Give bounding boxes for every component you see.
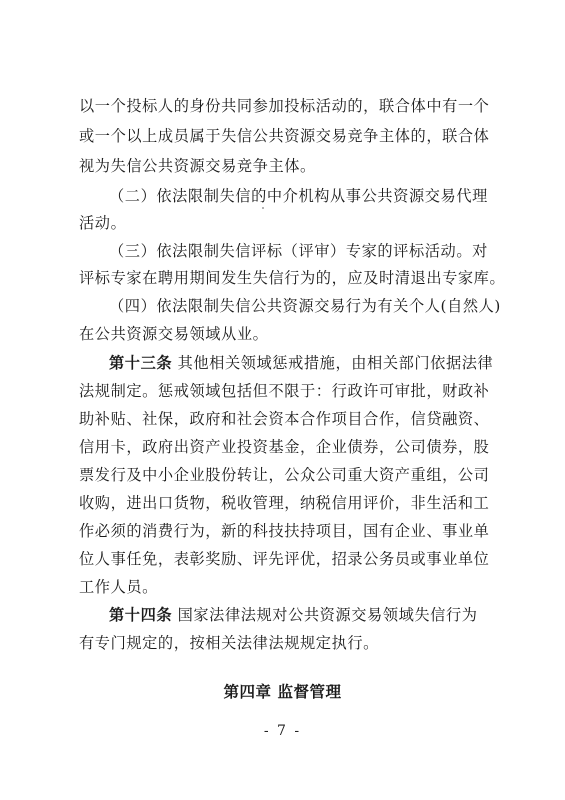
- article-14-line-1: 国家法律法规对公共资源交易领域失信行为: [172, 606, 478, 624]
- article-13-title: 第十三条: [109, 354, 173, 372]
- paragraph-2-line-1: （二）依法限制失信的中介机构从事公共资源交易代理: [109, 187, 488, 205]
- paragraph-3-line-1: （三）依法限制失信评标（评审）专家的评标活动。对: [109, 242, 488, 260]
- article-14-first-line: [109, 605, 501, 625]
- article-14-line-2: 有专门规定的，按相关法律法规规定执行。: [79, 634, 379, 652]
- article-13-line-8: 位人事任免，表彰奖励、评先评优，招录公务员或事业单位: [79, 550, 490, 568]
- article-13-line-3: 助补贴、社保，政府和社会资本合作项目合作，信贷融资、: [79, 410, 490, 428]
- article-13-line-6: 收购，进出口货物，税收管理，纳税信用评价，非生活和工: [79, 494, 490, 512]
- article-13-line-1: 其他相关领域惩戒措施，由相关部门依据法律: [172, 354, 494, 372]
- paragraph-1-line-3: 视为失信公共资源交易竞争主体。: [79, 157, 316, 175]
- chapter-heading: 第四章 监督管理: [223, 683, 342, 701]
- article-13-line-7: 作必须的消费行为，新的科技扶持项目，国有企业、事业单: [79, 522, 490, 540]
- paragraph-3-line-2: 评标专家在聘用期间发生失信行为的，应及时清退出专家库。: [79, 269, 506, 287]
- article-13-first-line: [109, 353, 501, 373]
- paragraph-1-line-1: 以一个投标人的身份共同参加投标活动的，联合体中有一个: [79, 97, 490, 115]
- scan-speck: [262, 207, 264, 209]
- paragraph-4-line-1: （四）依法限制失信公共资源交易行为有关个人(自然人): [109, 297, 501, 315]
- page-number: - 7 -: [263, 723, 302, 739]
- article-13-line-5: 票发行及中小企业股份转让，公众公司重大资产重组，公司: [79, 466, 490, 484]
- paragraph-4-line-2: 在公共资源交易领域从业。: [79, 325, 269, 343]
- article-13-line-9: 工作人员。: [79, 578, 158, 596]
- paragraph-2-line-2: 活动。: [79, 214, 127, 232]
- article-13-line-4: 信用卡，政府出资产业投资基金，企业债券，公司债券，股: [79, 438, 490, 456]
- paragraph-1-line-2: 或一个以上成员属于失信公共资源交易竞争主体的，联合体: [79, 127, 490, 145]
- article-14-title: 第十四条: [109, 606, 173, 624]
- article-13-line-2: 法规制定。惩戒领域包括但不限于：行政许可审批，财政补: [79, 382, 490, 400]
